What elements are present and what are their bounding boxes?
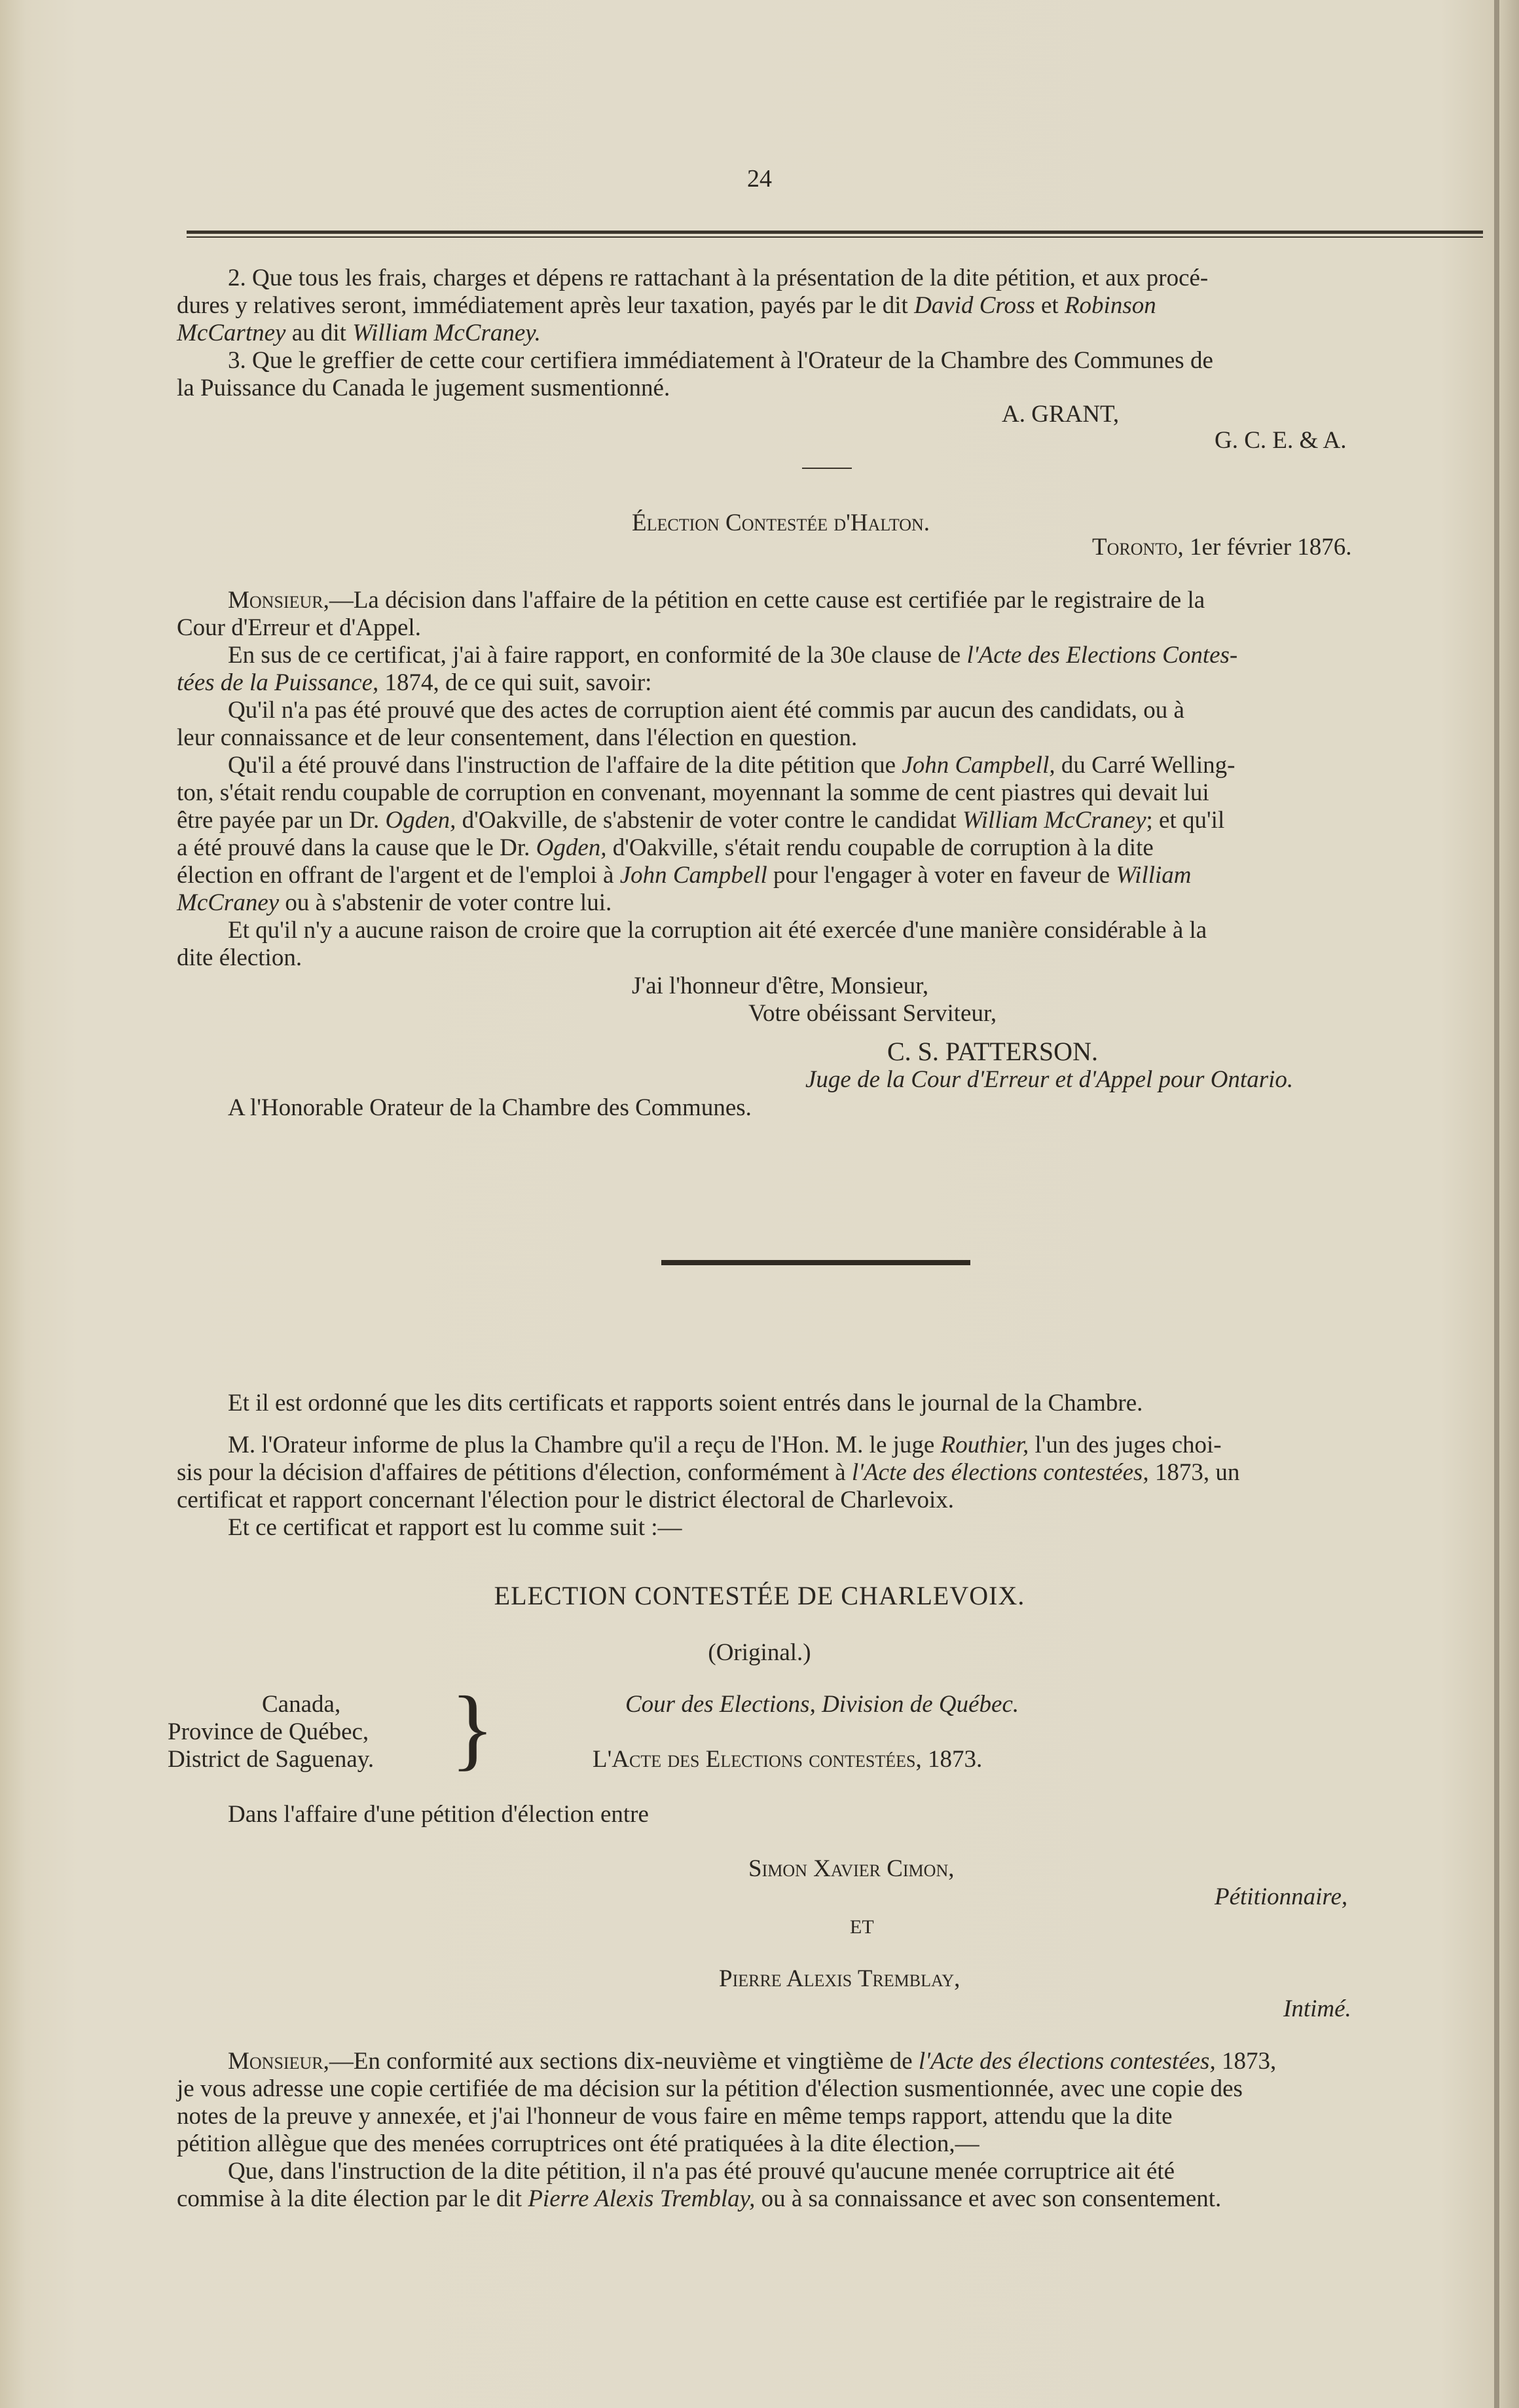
heading-charlevoix: ELECTION CONTESTÉE DE CHARLEVOIX. <box>494 1581 1025 1610</box>
conjunction-et: ET <box>850 1916 874 1938</box>
signature-grant: A. GRANT, <box>1002 401 1120 428</box>
role-petitioner: Pétitionnaire, <box>1215 1883 1348 1910</box>
page-number: 24 <box>747 165 772 193</box>
location-province: Province de Québec, <box>168 1718 369 1745</box>
original-label: (Original.) <box>708 1639 811 1666</box>
closing-line-1: J'ai l'honneur d'être, Monsieur, <box>632 972 929 999</box>
signature-patterson-title: Juge de la Cour d'Erreur et d'Appel pour Ontario. <box>805 1066 1294 1093</box>
charlevoix-letter-body: Monsieur,—En conformité aux sections dix-neuvième et vingtième de l'Acte des élections contestées, 1873, je vous adresse une copie certifiée de ma décision sur la pétition d'élection susmentionnée, avec une copie des notes de la preuve y annexée, et j'ai l'honneur de vous faire en même temps rapport, attendu que la dite pétition allègue que des menées corruptrices ont été pratiquées à la dite élection,— Que, dans l'instruction de la dite pétition, il n'a pas été prouvé qu'aucune menée corruptrice ait été commise à la dite élection par le dit Pierre Alexis Tremblay, ou à sa connaissance et avec son consentement. <box>177 2048 1277 2212</box>
header-rule <box>187 231 1483 234</box>
case-intro: Dans l'affaire d'une pétition d'élection entre <box>228 1801 649 1828</box>
act-label: L'Acte des Elections contestées, 1873. <box>593 1746 983 1773</box>
heading-halton: Élection Contestée d'Halton. <box>632 509 930 536</box>
header-rule-thin <box>187 236 1483 238</box>
party-respondent: Pierre Alexis Tremblay, <box>719 1965 961 1992</box>
halton-letter-body: Monsieur,—La décision dans l'affaire de la pétition en cette cause est certifiée par le registraire de la Cour d'Erreur et d'Appel. En sus de ce certificat, j'ai à faire rapport, en conformité de la 30e clause de l'Acte des Elections Contes- tées de la Puissance, 1874, de ce qui suit, savoir: Qu'il n'a pas été prouvé que des actes de corruption aient été commis par aucun des candidats, ou à leur connaissance et de leur consentement, dans l'élection en question. Qu'il a été prouvé dans l'instruction de l'affaire de la dite pétition que John Campbell, du Carré Welling- ton, s'était rendu coupable de corruption en convenant, moyennant la somme de cent piastres qui devait lui être payée par un Dr. Ogden, d'Oakville, de s'abstenir de voter contre le candidat William McCraney; et qu'il a été prouvé dans la cause que le Dr. Ogden, d'Oakville, s'était rendu coupable de corruption à la dite élection en offrant de l'argent et de l'emploi à John Campbell pour l'engager à voter en faveur de William McCraney ou à s'abstenir de voter contre lui. Et qu'il n'y a aucune raison de croire que la corruption ait été exercée d'une manière considérable à la dite élection. <box>177 587 1238 971</box>
brace-symbol: } <box>450 1678 495 1779</box>
location-district: District de Saguenay. <box>168 1746 375 1773</box>
paragraph-3: 3. Que le greffier de cette cour certifiera immédiatement à l'Orateur de la Chambre des Communes de la Puissance du Canada le jugement susmentionné. <box>177 347 1213 401</box>
party-petitioner: Simon Xavier Cimon, <box>748 1855 955 1882</box>
page-binding-edge <box>1494 0 1499 2408</box>
location-canada: Canada, <box>262 1691 341 1718</box>
dateline-halton: Toronto, 1er février 1876. <box>1092 534 1352 561</box>
court-label: Cour des Elections, Division de Québec. <box>625 1691 1019 1718</box>
separator-short-rule <box>802 468 852 469</box>
paragraph-2: 2. Que tous les frais, charges et dépens re rattachant à la présentation de la dite pétition, et aux procé- dures y relatives seront, immédiatement après leur taxation, payés par le dit David Cross et Robinson McCartney au dit William McCraney. <box>177 265 1209 346</box>
role-respondent: Intimé. <box>1283 1995 1351 2022</box>
signature-grant-title: G. C. E. & A. <box>1215 427 1347 454</box>
closing-line-2: Votre obéissant Serviteur, <box>748 1000 997 1027</box>
section-divider <box>661 1260 970 1265</box>
signature-patterson: C. S. PATTERSON. <box>887 1037 1098 1066</box>
addressee: A l'Honorable Orateur de la Chambre des Communes. <box>228 1094 752 1121</box>
order-paragraphs: Et il est ordonné que les dits certificats et rapports soient entrés dans le journal de la Chambre. M. l'Orateur informe de plus la Chambre qu'il a reçu de l'Hon. M. le juge Routhier, l'un des juges choi- sis pour la décision d'affaires de pétitions d'élection, conformément à l'Acte des élections contestées, 1873, un certificat et rapport concernant l'élection pour le district électoral de Charlevoix. Et ce certificat et rapport est lu comme suit :— <box>177 1390 1240 1541</box>
